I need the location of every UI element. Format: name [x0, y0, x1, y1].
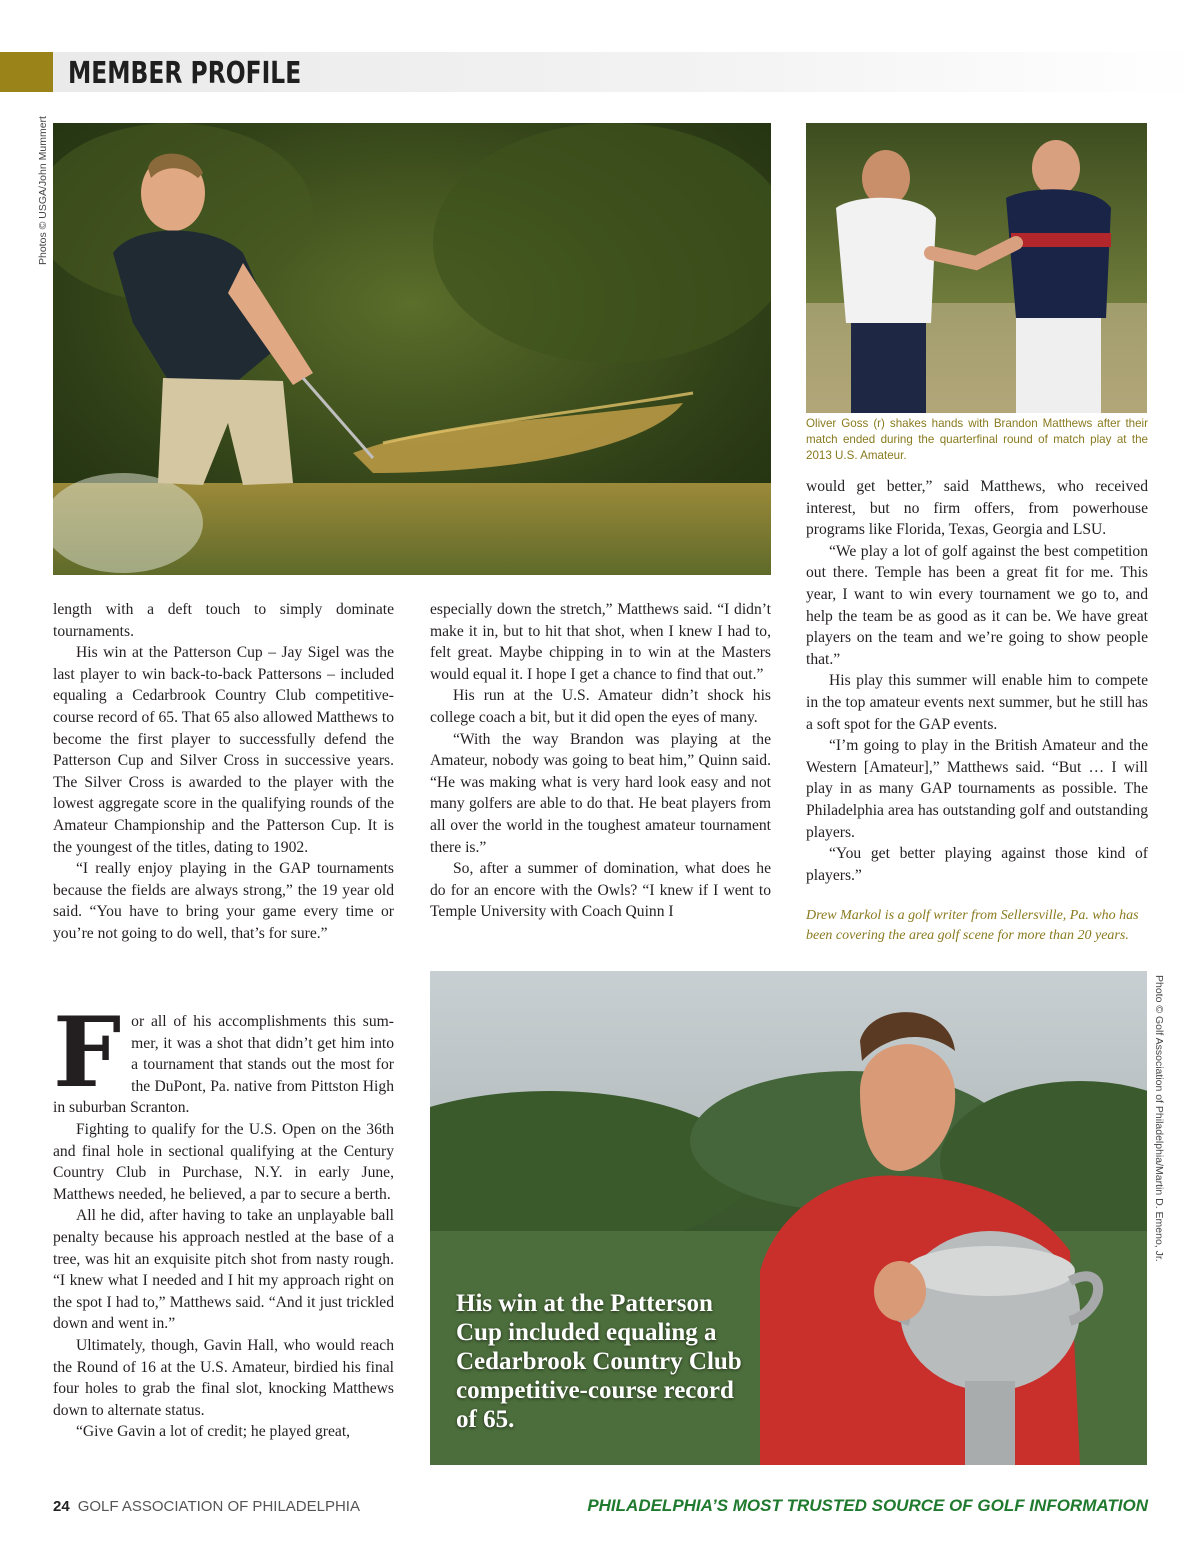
paragraph: “I really enjoy playing in the GAP tournaments because the fields are always strong,” the 19 year old said. “You have to bring your game every time or you’re not going to do well, that’s for sure.” — [53, 860, 394, 942]
paragraph: “We play a lot of golf against the best competition out there. Temple has been a great fit for me. This year, I want to win every tournament we go to, and help the team be as good as it can be. We have great players on the team and we’re going to show people that.” — [806, 542, 1148, 668]
paragraph: His run at the U.S. Amateur didn’t shock his college coach a bit, but it did open the eyes of many. — [430, 687, 771, 726]
header-accent — [0, 52, 53, 92]
paragraph: “You get better playing against those kind of players.” — [806, 845, 1148, 884]
paragraph: length with a deft touch to simply dominate tournaments. — [53, 601, 394, 640]
drop-cap: F — [53, 996, 122, 1109]
paragraph: Fighting to qualify for the U.S. Open on the 36th and final hole in sectional qualifying at the Century Country Club in Purchase, N.Y. in early June, Matthews needed, he believed, a par to secure a berth. — [53, 1120, 394, 1203]
paragraph: So, after a summer of domination, what does he do for an encore with the Owls? “I knew if I went to Temple University with Coach Quinn I — [430, 860, 771, 921]
section-title: MEMBER PROFILE — [68, 56, 302, 91]
paragraph: His win at the Patterson Cup – Jay Sigel was the last player to win back-to-back Pattersons – included equaling a Cedarbrook Country Club competitive-course record of 65. That 65 also allowed Matthews to become the first player to successfully defend the Patterson Cup and Silver Cross in successive years. The Silver Cross is awarded to the player with the lowest aggregate score in the qualifying rounds of the Amateur Championship and the Patterson Cup. It is the youngest of the titles, dating to 1902. — [53, 644, 394, 856]
page-number: 24 — [53, 1498, 70, 1515]
paragraph: “With the way Brandon was playing at the Amateur, nobody was going to beat him,” Quinn said. “He was making what is very hard look easy and not many golfers are able to do that. He beat players from all over the world in the toughest amateur tournament there is.” — [430, 730, 771, 856]
article-column-3 — [806, 476, 1148, 886]
paragraph: especially down the stretch,” Matthews said. “I didn’t make it in, but to hit that shot, when I knew I had to, felt great. Maybe chipping in to win at the Masters would equal it. I hope I get a chance to find that out.” — [430, 601, 771, 683]
paragraph: Ultimately, though, Gavin Hall, who would reach the Round of 16 at the U.S. Amateur, birdied his final four holes to grab the final slot, knocking Matthews down to alternate status. — [53, 1336, 394, 1419]
photo-golfer-swing — [53, 123, 771, 575]
photo-handshake — [806, 123, 1147, 413]
paragraph: “Give Gavin a lot of credit; he played great, — [76, 1423, 351, 1441]
footer-left — [53, 1498, 360, 1515]
article-column-2 — [430, 599, 771, 923]
photo-caption: Oliver Goss (r) shakes hands with Brandon Matthews after their match ended during the quarterfinal round of match play at the 2013 U.S. Amateur. — [806, 417, 1148, 462]
photo-credit-top: Photos © USGA/John Mummert — [37, 116, 49, 265]
paragraph: “I’m going to play in the British Amateur and the Western [Amateur],” Matthews said. “But … I will play in as many GAP tournaments as possible. The Philadelphia area has outstanding golf and outstanding players. — [806, 737, 1148, 841]
paragraph-text: or all of his accomplishments this summer, it was a shot that didn’t get him into a tournament that stands out the most for the DuPont, Pa. native from Pittston High in suburban Scranton. — [53, 1013, 394, 1117]
publication-name: GOLF ASSOCIATION OF PHILADELPHIA — [77, 1498, 360, 1515]
footer-tagline: PHILADELPHIA’S MOST TRUSTED SOURCE OF GOLF INFORMATION — [587, 1496, 1148, 1515]
article-column-1-bottom — [53, 996, 394, 1443]
paragraph-dropcap — [53, 996, 394, 1119]
author-bio: Drew Markol is a golf writer from Sellersville, Pa. who has been covering the area golf scene for more than 20 years. — [806, 908, 1139, 943]
article-column-1-top — [53, 599, 394, 945]
paragraph: All he did, after having to take an unplayable ball penalty because his approach nestled at the base of a tree, was hit an exquisite pitch shot from nasty rough. “I knew what I needed and I hit my approach right on the spot I had to,” Matthews said. “And it just trickled down and went in.” — [53, 1207, 394, 1333]
paragraph: would get better,” said Matthews, who received interest, but no firm offers, from powerhouse programs like Florida, Texas, Georgia and LSU. — [806, 478, 1148, 539]
paragraph: His play this summer will enable him to compete in the top amateur events next summer, but he still has a soft spot for the GAP events. — [806, 672, 1148, 733]
pull-quote: His win at the Patterson Cup included equaling a Cedarbrook Country Club competitive-course record of 65. — [456, 1290, 742, 1433]
photo-credit-bottom: Photo © Golf Association of Philadelphia/Martin D. Emeno, Jr. — [1153, 975, 1165, 1262]
